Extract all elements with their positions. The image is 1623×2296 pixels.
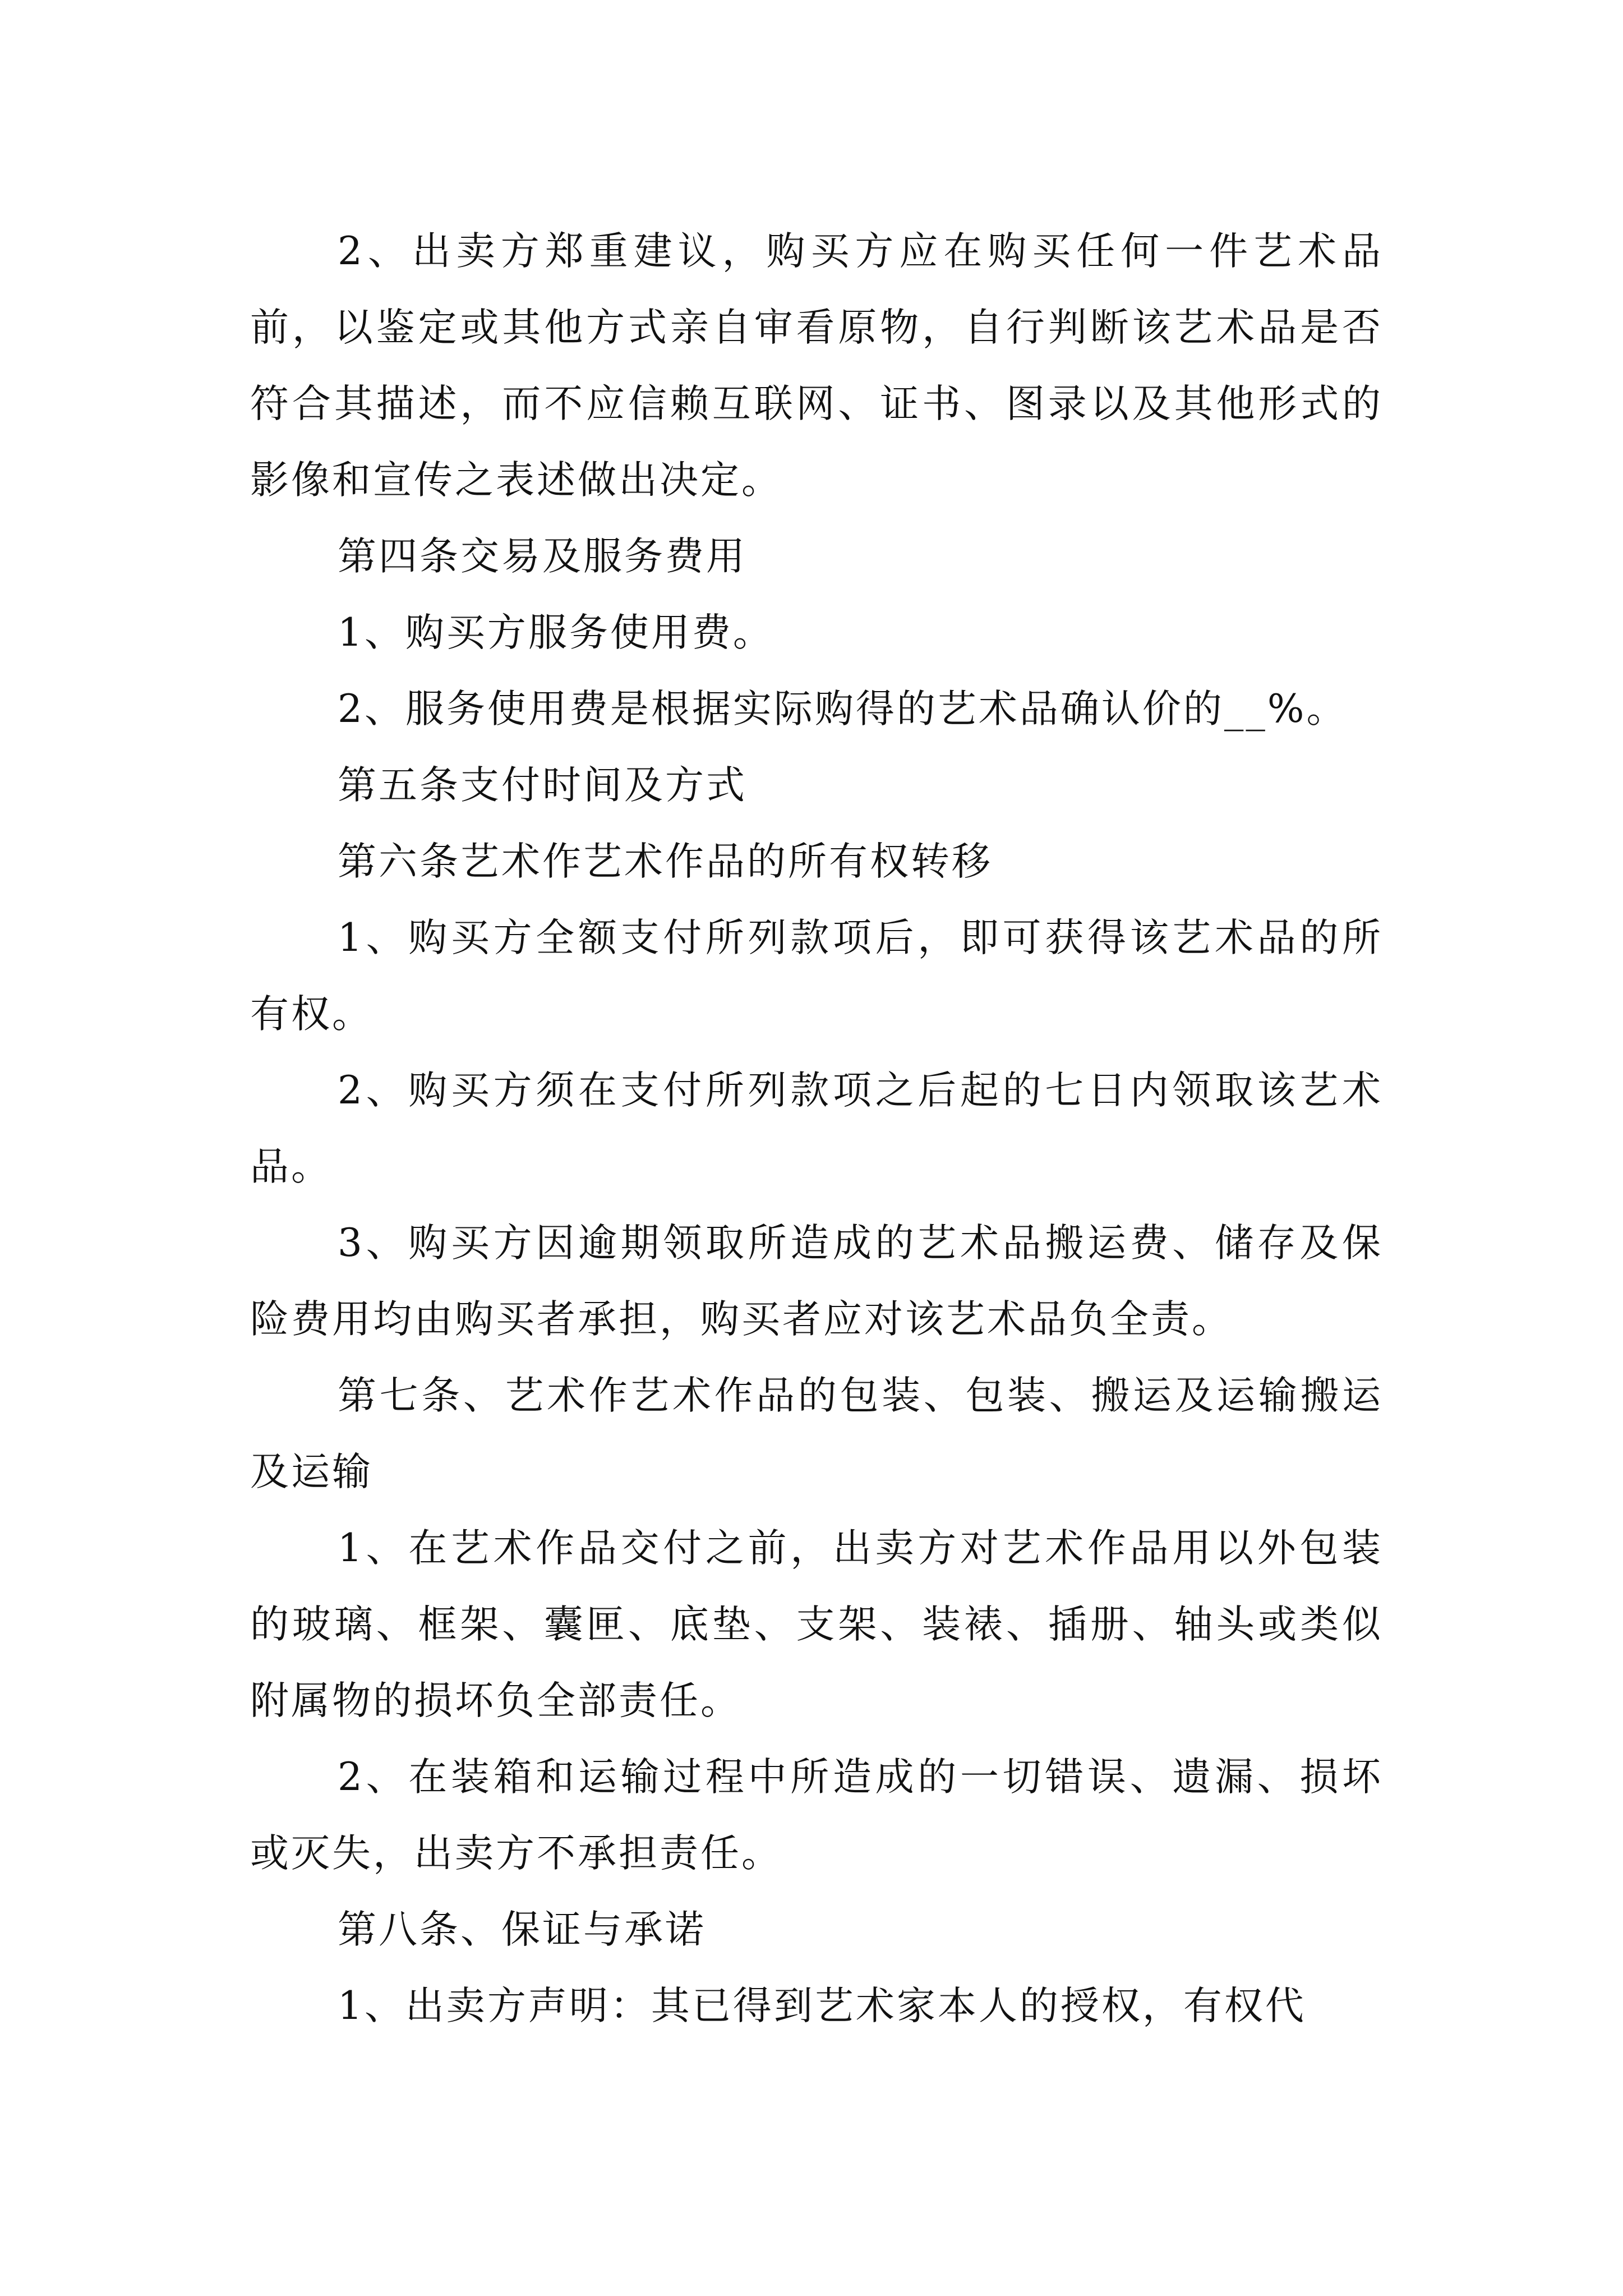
paragraph-recommendation: 2、出卖方郑重建议，购买方应在购买任何一件艺术品前，以鉴定或其他方式亲自审看原物，自行判断该艺术品是否符合其描述，而不应信赖互联网、证书、图录以及其他形式的影像和宣传之表述做出决定。 [250,229,1383,503]
heading-article-4: 第四条交易及服务费用 [338,534,747,579]
document-body [250,213,1383,2044]
heading-article-5: 第五条支付时间及方式 [338,763,747,808]
paragraph-ownership: 1、购买方全额支付所列款项后，即可获得该艺术品的所有权。 [250,915,1383,1037]
paragraph-pickup-deadline: 2、购买方须在支付所列款项之后起的七日内领取该艺术品。 [250,1068,1383,1189]
heading-article-7: 第七条、艺术作艺术作品的包装、包装、搬运及运输搬运及运输 [250,1373,1383,1494]
heading-article-6: 第六条艺术作艺术作品的所有权转移 [338,839,993,884]
heading-article-8: 第八条、保证与承诺 [338,1907,706,1952]
paragraph-seller-declaration: 1、出卖方声明：其已得到艺术家本人的授权，有权代 [338,1984,1306,2028]
paragraph-packaging-liability: 1、在艺术作品交付之前，出卖方对艺术作品用以外包装的玻璃、框架、囊匣、底垫、支架、装裱、插册、轴头或类似附属物的损坏负全部责任。 [250,1526,1383,1723]
paragraph-shipping-liability: 2、在装箱和运输过程中所造成的一切错误、遗漏、损坏或灭失，出卖方不承担责任。 [250,1755,1383,1876]
paragraph-service-fee: 1、购买方服务使用费。 [338,610,774,655]
paragraph-overdue-costs: 3、购买方因逾期领取所造成的艺术品搬运费、储存及保险费用均由购买者承担，购买者应对该艺术品负全责。 [250,1221,1383,1342]
paragraph-fee-percentage: 2、服务使用费是根据实际购得的艺术品确认价的__%。 [338,687,1348,731]
